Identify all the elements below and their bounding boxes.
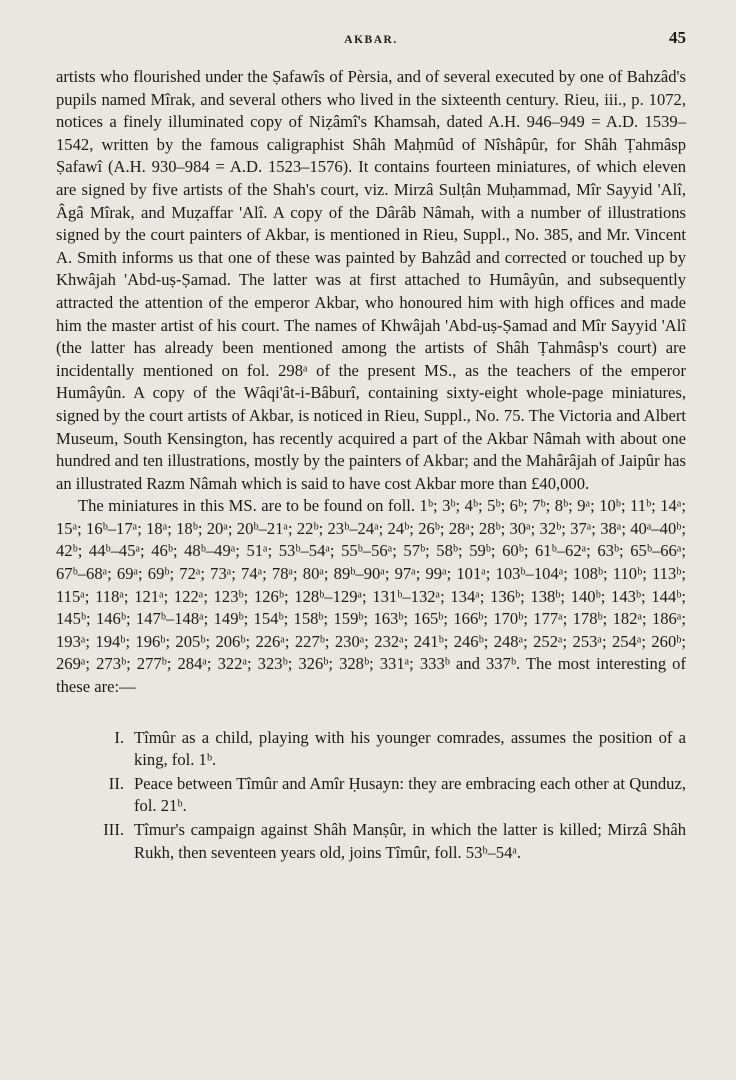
list-item-text: Tîmur's campaign against Shâh Manṣûr, in which the latter is killed; Mirzâ Shâh Rukh, then seventeen years old, joins Tîmûr, foll. 53ᵇ–54ᵃ. — [134, 820, 686, 862]
page-number: 45 — [669, 28, 686, 47]
list-item-text: Tîmûr as a child, playing with his younger comrades, assumes the position of a king, fol. 1ᵇ. — [134, 727, 686, 770]
running-title: AKBAR. — [344, 34, 398, 46]
list-item — [86, 773, 686, 818]
list-item — [86, 727, 686, 772]
list-item-number: I. — [114, 727, 124, 747]
list-item-number: II. — [108, 773, 124, 793]
list-item — [86, 819, 686, 864]
list-item-number: III. — [103, 820, 124, 839]
paragraph-artists: artists who flourished under the Ṣafawîs of Pèrsia, and of several executed by one of Bahzâd's pupils named Mîrak, and several others who lived in the sixteenth century. Rieu, iii., p. 1072, notices a finely illuminated copy of Niẓâmî's Khamsah, dated A.H. 946–949 = A.D. 1539–1542, written by the famous caligraphist Shâh Maḥmûd of Nîshâpûr, for Shâh Ṭahmâsp Ṣafawî (A.H. 930–984 = A.D. 1523–1576). It contains fourteen miniatures, of which eleven are signed by five artists of the Shah's court, viz. Mirzâ Sulṭân Muḥammad, Mîr Sayyid 'Alî, Âgâ Mîrak, and Muẓaffar 'Alî. A copy of the Dârâb Nâmah, with a number of illustrations signed by the court painters of Akbar, is mentioned in Rieu, Suppl., No. 385, and Mr. Vincent A. Smith informs us that one of these was painted by Bahzâd and corrected or touched up by Khwâjah 'Abd-uṣ-Ṣamad. The latter was at first attached to Humâyûn, and subsequently attracted the attention of the emperor Akbar, who honoured him with high offices and made him the master artist of his court. The names of Khwâjah 'Abd-uṣ-Ṣamad and Mîr Sayyid 'Alî (the latter has already been mentioned among the artists of Shâh Ṭahmâsp's court) are incidentally mentioned on fol. 298ᵃ of the present MS., as the teachers of the emperor Humâyûn. A copy of the Wâqi'ât-i-Bâburî, containing sixty-eight whole-page miniatures, signed by the court artists of Akbar, is noticed in Rieu, Suppl., No. 75. The Victoria and Albert Museum, South Kensington, has recently acquired a part of the Akbar Nâmah with about one hundred and ten illustrations, mostly by the painters of Akbar; and the Mahârâjah of Jaipûr has an illustrated Razm Nâmah which is said to have cost Akbar more than £40,000. — [56, 67, 686, 493]
paragraph-miniatures-list: The miniatures in this MS. are to be found on foll. 1ᵇ; 3ᵇ; 4ᵇ; 5ᵇ; 6ᵇ; 7ᵇ; 8ᵇ; 9ᵃ; 10ᵇ; 11ᵇ; 14ᵃ; 15ᵃ; 16ᵇ–17ᵃ; 18ᵃ; 18ᵇ; 20ᵃ; 20ᵇ–21ᵃ; 22ᵇ; 23ᵇ–24ᵃ; 24ᵇ; 26ᵇ; 28ᵃ; 28ᵇ; 30ᵃ; 32ᵇ; 37ᵃ; 38ᵃ; 40ᵃ–40ᵇ; 42ᵇ; 44ᵇ–45ᵃ; 46ᵇ; 48ᵇ–49ᵃ; 51ᵃ; 53ᵇ–54ᵃ; 55ᵇ–56ᵃ; 57ᵇ; 58ᵇ; 59ᵇ; 60ᵇ; 61ᵇ–62ᵃ; 63ᵇ; 65ᵇ–66ᵃ; 67ᵇ–68ᵃ; 69ᵃ; 69ᵇ; 72ᵃ; 73ᵃ; 74ᵃ; 78ᵃ; 80ᵃ; 89ᵇ–90ᵃ; 97ᵃ; 99ᵃ; 101ᵃ; 103ᵇ–104ᵃ; 108ᵇ; 110ᵇ; 113ᵇ; 115ᵃ; 118ᵃ; 121ᵃ; 122ᵃ; 123ᵇ; 126ᵇ; 128ᵇ–129ᵃ; 131ᵇ–132ᵃ; 134ᵃ; 136ᵇ; 138ᵇ; 140ᵇ; 143ᵇ; 144ᵇ; 145ᵇ; 146ᵇ; 147ᵇ–148ᵃ; 149ᵇ; 154ᵇ; 158ᵇ; 159ᵇ; 163ᵇ; 165ᵇ; 166ᵇ; 170ᵇ; 177ᵃ; 178ᵇ; 182ᵃ; 186ᵃ; 193ᵃ; 194ᵇ; 196ᵇ; 205ᵇ; 206ᵇ; 226ᵃ; 227ᵇ; 230ᵃ; 232ᵃ; 241ᵇ; 246ᵇ; 248ᵃ; 252ᵃ; 253ᵃ; 254ᵃ; 260ᵇ; 269ᵃ; 273ᵇ; 277ᵇ; 284ᵃ; 322ᵃ; 323ᵇ; 326ᵇ; 328ᵇ; 331ᵃ; 333ᵇ and 337ᵇ. The most interesting of these are:— — [56, 496, 686, 697]
page-header — [56, 26, 686, 66]
miniatures-highlight-list — [56, 727, 686, 865]
list-item-text: Peace between Tîmûr and Amîr Ḥusayn: they are embracing each other at Qunduz, fol. 21ᵇ. — [134, 773, 686, 816]
